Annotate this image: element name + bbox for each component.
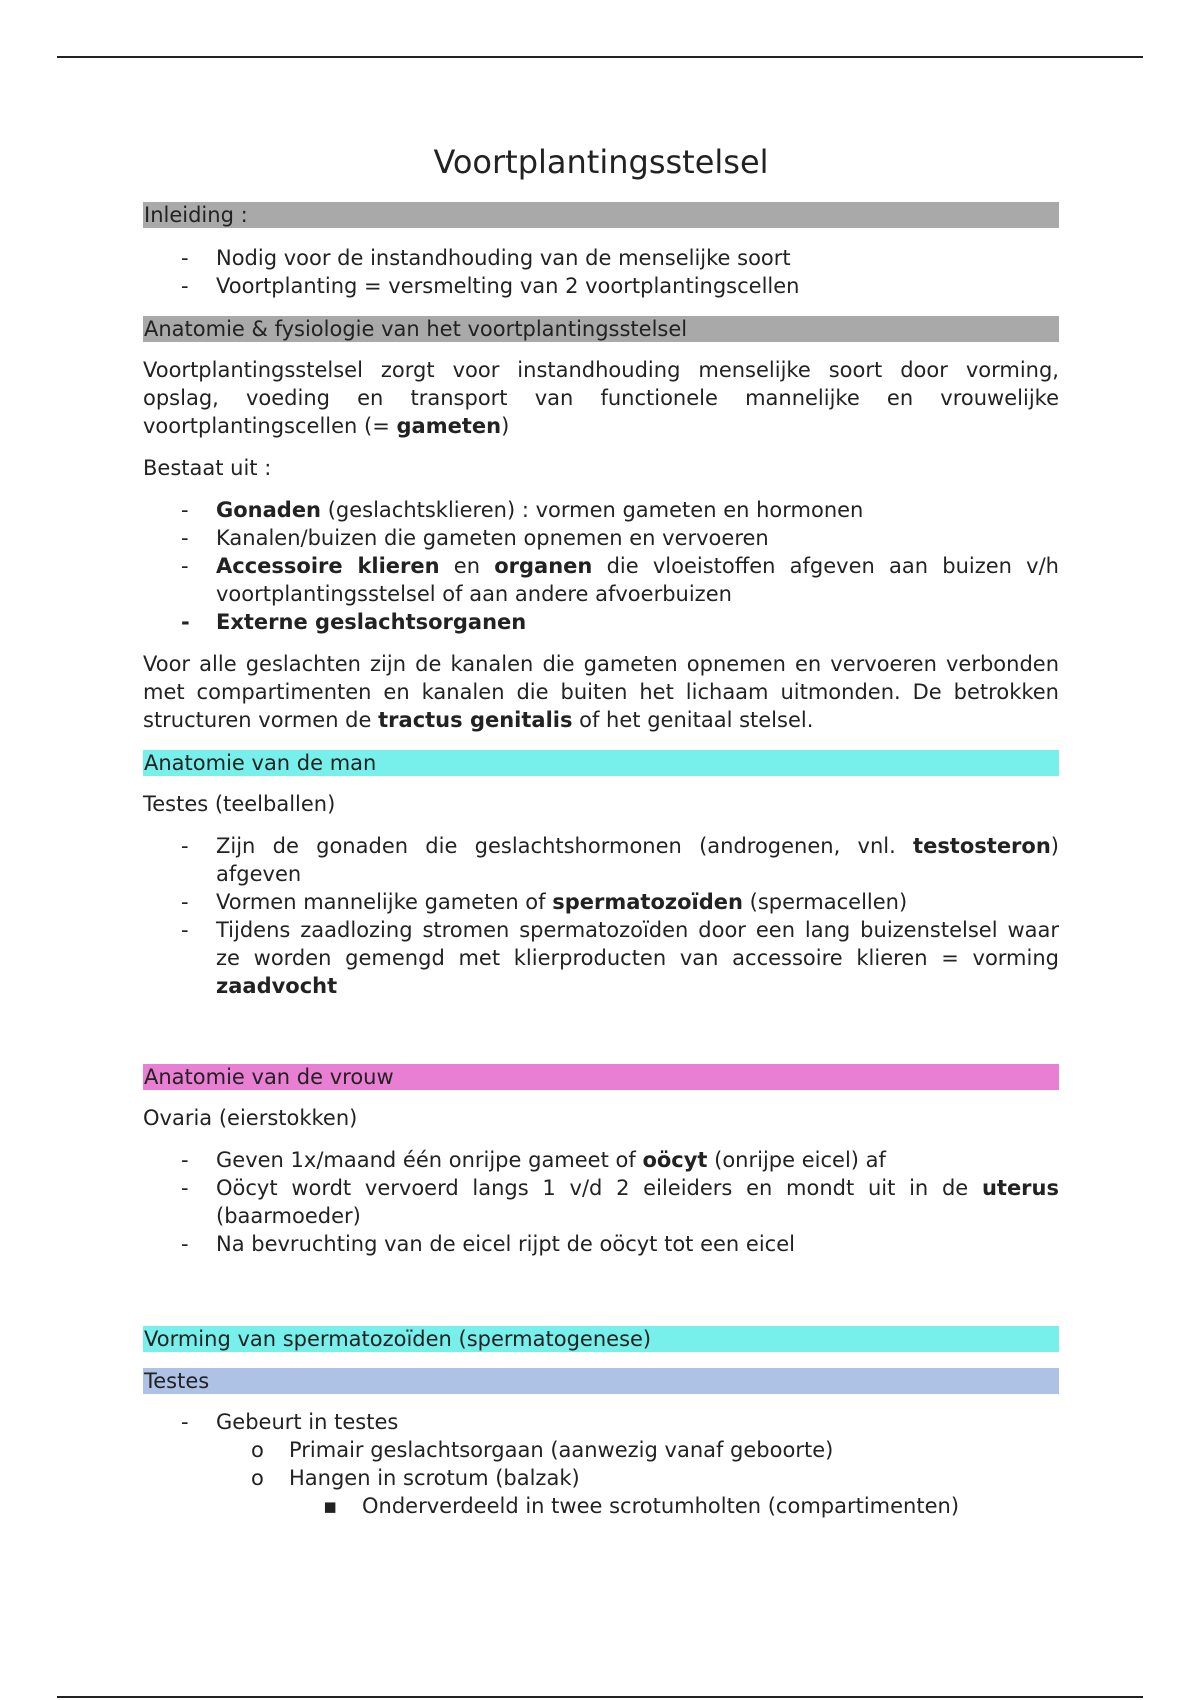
dash-bullet: - [181,526,189,550]
circle-bullet: o [251,1466,264,1490]
man-subheading: Testes (teelballen) [143,792,336,816]
dash-bullet: - [181,918,189,942]
text-run: Oöcyt wordt vervoerd langs 1 v/d 2 eileiders en mondt uit in de [216,1176,982,1200]
bold-term: Gonaden [216,498,322,522]
text-run: (baarmoeder) [216,1204,361,1228]
list-item [143,272,1059,300]
text-run: en [439,554,495,578]
anatomy-paragraph [143,356,1059,440]
list-item [143,1230,1059,1258]
bold-term: uterus [981,1176,1059,1200]
dash-bullet: - [181,498,189,522]
list-item [143,524,1059,552]
bold-term: zaadvocht [216,974,338,998]
bold-term: organen [494,554,593,578]
genital-tract-paragraph [143,650,1059,734]
dash-bullet: - [181,834,189,858]
list-item [143,496,1059,524]
text-run: Primair geslachtsorgaan (aanwezig vanaf geboorte) [289,1438,834,1462]
text-run: Geven 1x/maand één onrijpe gameet of [216,1148,643,1172]
list-item [143,832,1059,888]
subsection-heading-testes: Testes [143,1368,1059,1394]
page-title: Voortplantingsstelsel [433,143,769,181]
list-item [143,1492,1059,1520]
list-item [143,1408,1059,1436]
dash-bullet: - [181,1410,189,1434]
text-run: Tijdens zaadlozing stromen spermatozoïden door een lang buizenstelsel waar ze worden gemengd met klierproducten van accessoire klieren = vorming [216,918,1059,970]
man-list [143,832,1059,1000]
text-run: of het genitaal stelsel. [572,708,814,732]
list-item-text: Voortplanting = versmelting van 2 voortplantingscellen [216,274,800,298]
list-item [143,552,1059,608]
dash-bullet: - [181,274,189,298]
bold-term: Externe geslachtsorganen [216,610,527,634]
dash-bullet: - [181,1148,189,1172]
text-run: Hangen in scrotum (balzak) [289,1466,580,1490]
dash-bullet: - [181,554,189,578]
list-item [143,916,1059,1000]
bold-term: oöcyt [642,1148,708,1172]
anatomy-list [143,496,1059,636]
bold-term: Accessoire klieren [216,554,440,578]
top-rule [57,56,1143,58]
dash-bullet: - [181,890,189,914]
document-body [143,138,1059,1520]
bottom-rule [57,1696,1143,1698]
consists-label: Bestaat uit : [143,456,272,480]
list-item [143,1146,1059,1174]
text-run: ) [501,414,510,438]
text-run: (onrijpe eicel) af [707,1148,886,1172]
text-run: (geslachtsklieren) : vormen gameten en hormonen [321,498,864,522]
bold-term: testosteron [913,834,1051,858]
list-item [143,244,1059,272]
section-heading-man: Anatomie van de man [143,750,1059,776]
text-run: Vormen mannelijke gameten of [216,890,553,914]
text-run: Onderverdeeld in twee scrotumholten (compartimenten) [362,1494,960,1518]
bold-term: spermatozoïden [552,890,743,914]
square-bullet: ▪ [323,1494,338,1518]
woman-list [143,1146,1059,1258]
section-heading-anatomy: Anatomie & fysiologie van het voortplantingsstelsel [143,316,1059,342]
section-heading-spermatogenesis: Vorming van spermatozoïden (spermatogenese) [143,1326,1059,1352]
text-run: die vloeistoffen afgeven aan buizen v/h voortplantingsstelsel of aan andere afvoerbuizen [216,554,1059,606]
list-item [143,1464,1059,1492]
intro-list [143,244,1059,300]
text-run: Voortplantingsstelsel zorgt voor instandhouding menselijke soort door vorming, opslag, voeding en transport van functionele mannelijke en vrouwelijke voortplantingscellen (= [143,358,1059,438]
dash-bullet: - [181,1232,189,1256]
text-run: (spermacellen) [742,890,908,914]
text-run: ) afgeven [216,834,1059,886]
circle-bullet: o [251,1438,264,1462]
section-heading-woman: Anatomie van de vrouw [143,1064,1059,1090]
bold-term: gameten [396,414,502,438]
list-item [143,888,1059,916]
list-item-text: Nodig voor de instandhouding van de menselijke soort [216,246,791,270]
text-run: Kanalen/buizen die gameten opnemen en vervoeren [216,526,769,550]
list-item [143,1436,1059,1464]
dash-bullet: - [181,246,189,270]
text-run: Zijn de gonaden die geslachtshormonen (androgenen, vnl. [216,834,914,858]
text-run: Gebeurt in testes [216,1410,399,1434]
list-item [143,1174,1059,1230]
text-run: Na bevruchting van de eicel rijpt de oöcyt tot een eicel [216,1232,795,1256]
dash-bullet: - [181,1176,189,1200]
text-run: Voor alle geslachten zijn de kanalen die gameten opnemen en vervoeren verbonden met compartimenten en kanalen die buiten het lichaam uitmonden. De betrokken structuren vormen de [143,652,1059,732]
spermatogenesis-list [143,1408,1059,1520]
list-item [143,608,1059,636]
dash-bullet: - [181,610,190,634]
woman-subheading: Ovaria (eierstokken) [143,1106,358,1130]
bold-term: tractus genitalis [378,708,573,732]
section-heading-inleiding: Inleiding : [143,202,1059,228]
